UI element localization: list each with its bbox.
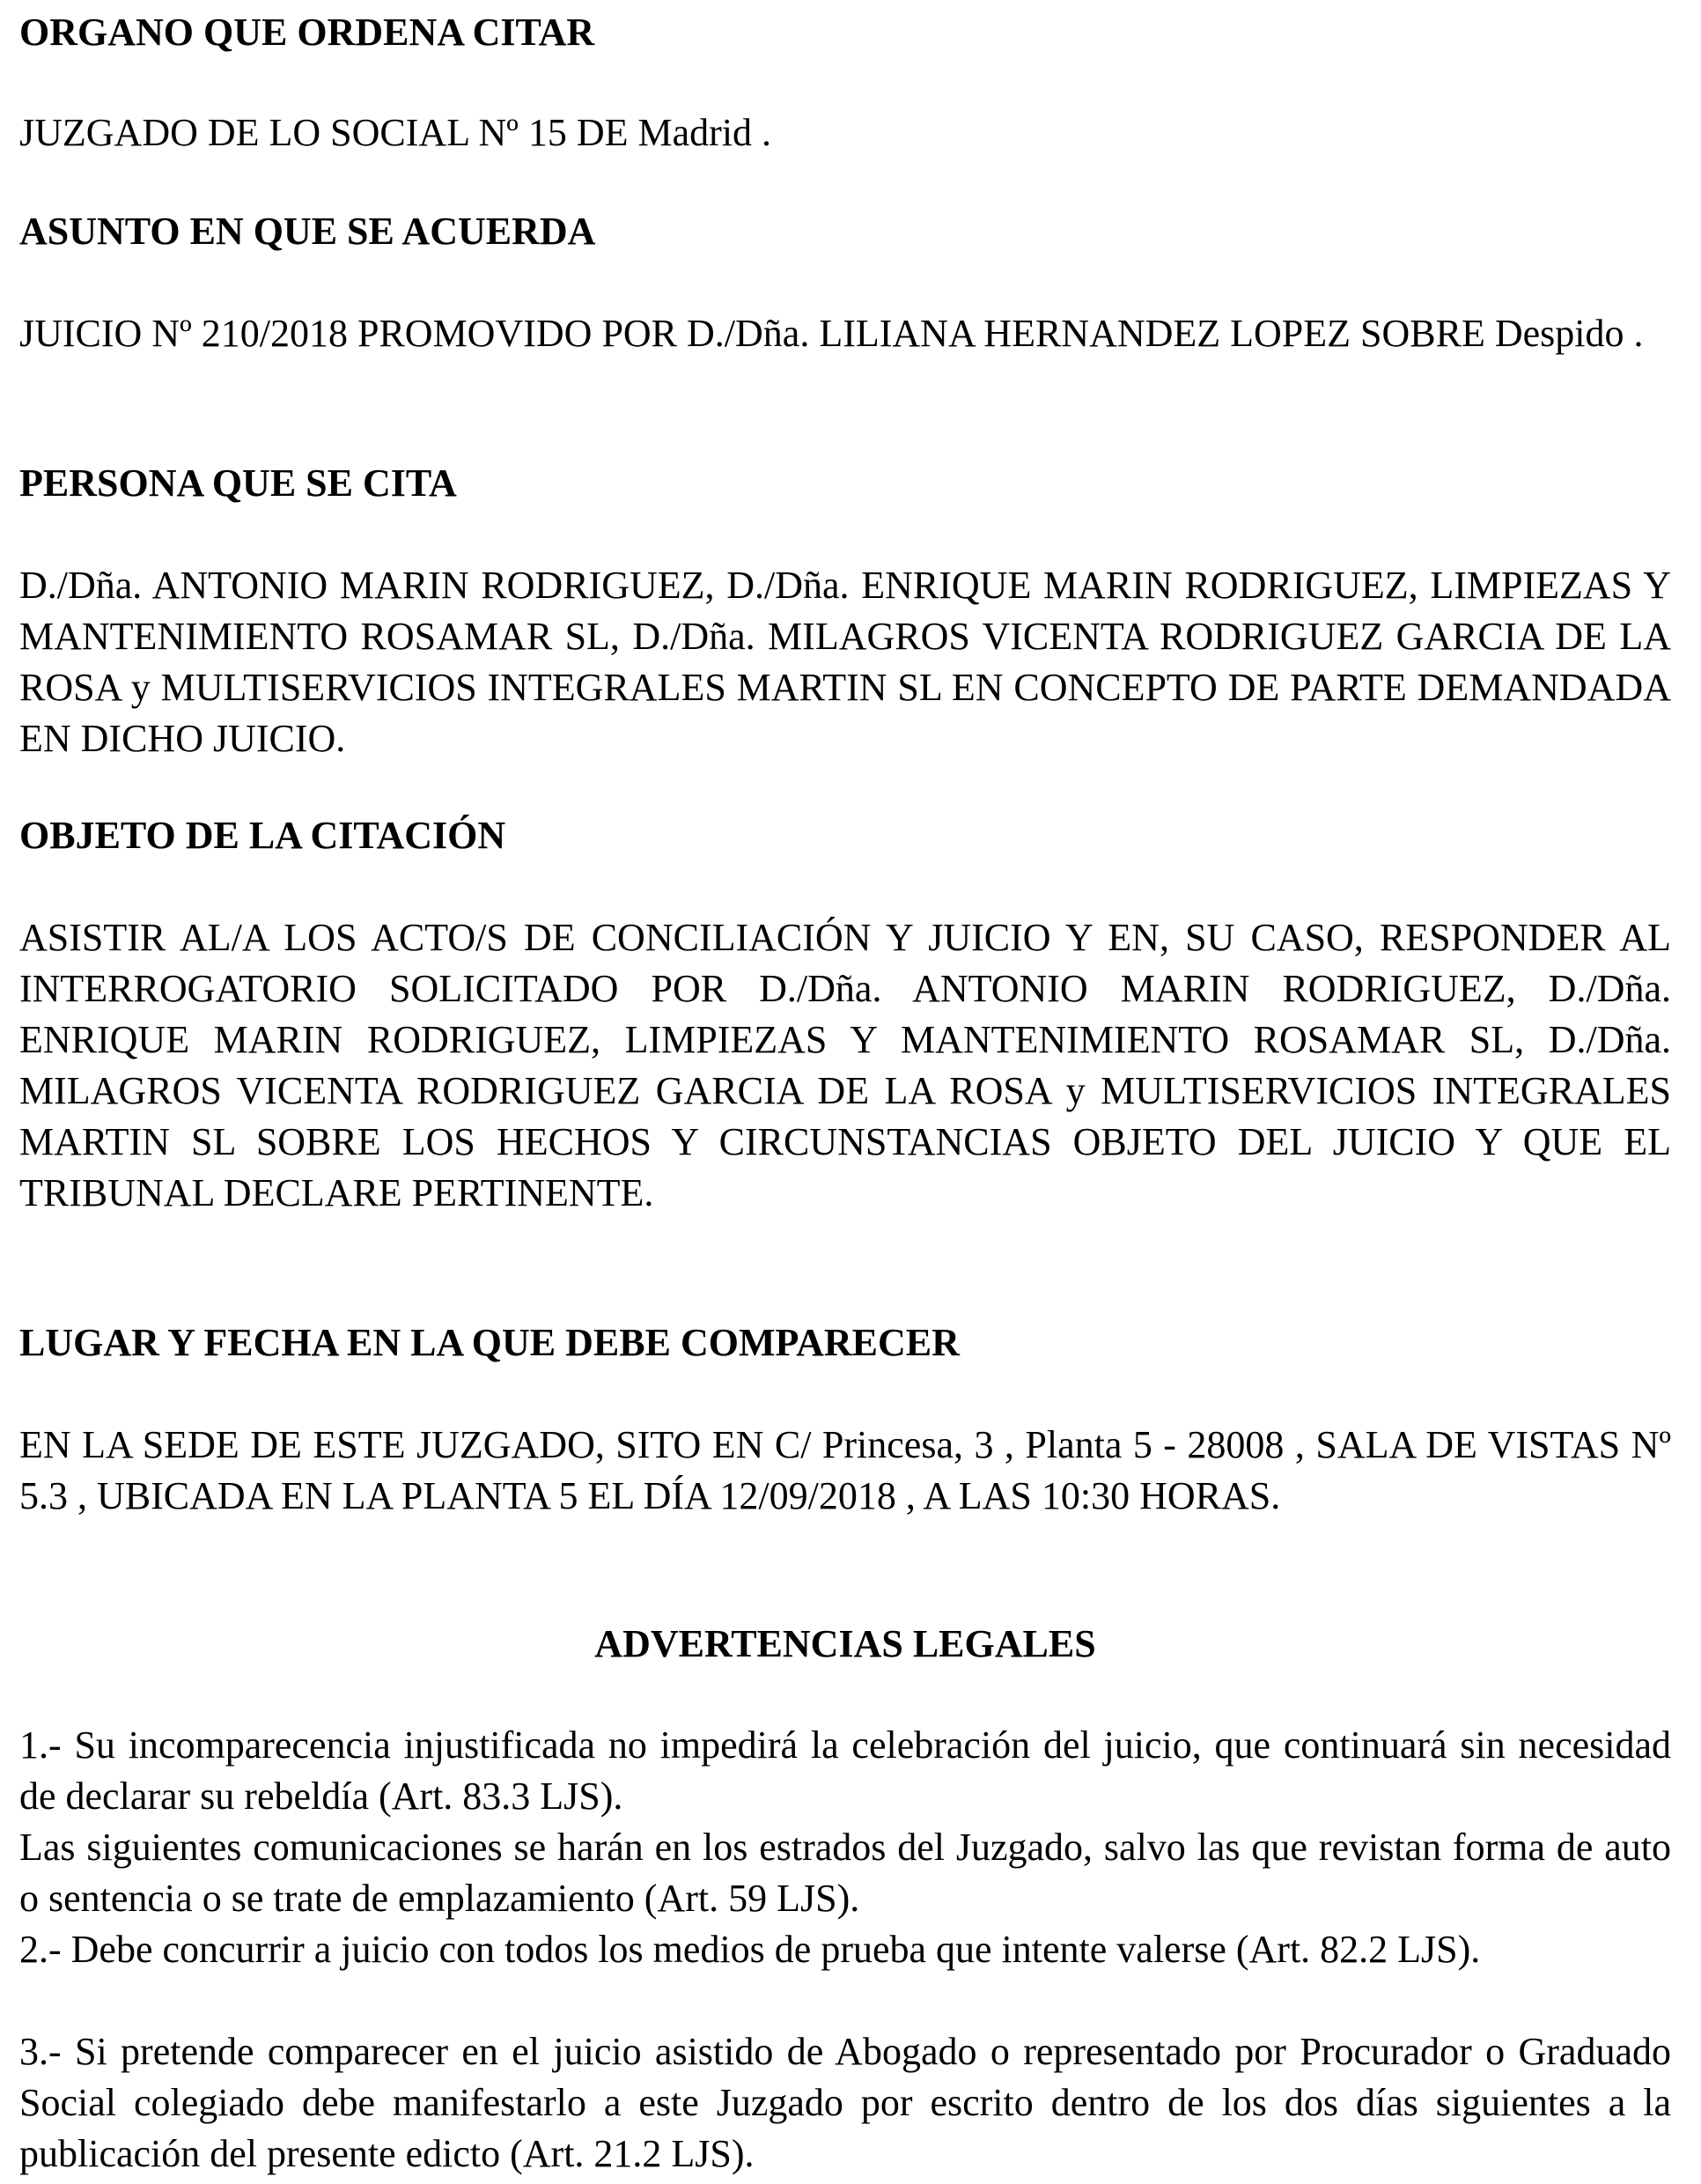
text-lugar: EN LA SEDE DE ESTE JUZGADO, SITO EN C/ Princesa, 3 , Planta 5 - 28008 , SALA DE VISTAS Nº 5.3 , UBICADA EN LA PLANTA 5 EL DÍA 12/09/2018 , A LAS 10:30 HORAS.	[19, 1423, 1671, 1517]
text-persona: D./Dña. ANTONIO MARIN RODRIGUEZ, D./Dña. ENRIQUE MARIN RODRIGUEZ, LIMPIEZAS Y MANTENIMIENTO ROSAMAR SL, D./Dña. MILAGROS VICENTA RODRIGUEZ GARCIA DE LA ROSA y MULTISERVICIOS INTEGRALES MARTIN SL EN CONCEPTO DE PARTE DEMANDADA EN DICHO JUICIO.	[19, 564, 1671, 760]
advertencia-item-3: 2.- Debe concurrir a juicio con todos los medios de prueba que intente valerse (Art. 82.2 LJS).	[19, 1928, 1481, 1971]
heading-advertencias: ADVERTENCIAS LEGALES	[594, 1622, 1096, 1665]
heading-organo: ORGANO QUE ORDENA CITAR	[19, 11, 595, 54]
heading-lugar: LUGAR Y FECHA EN LA QUE DEBE COMPARECER	[19, 1321, 960, 1364]
text-asunto: JUICIO Nº 210/2018 PROMOVIDO POR D./Dña. LILIANA HERNANDEZ LOPEZ SOBRE Despido .	[19, 312, 1644, 355]
heading-persona: PERSONA QUE SE CITA	[19, 461, 457, 505]
text-objeto: ASISTIR AL/A LOS ACTO/S DE CONCILIACIÓN Y JUICIO Y EN, SU CASO, RESPONDER AL INTERROGATORIO SOLICITADO POR D./Dña. ANTONIO MARIN RODRIGUEZ, D./Dña. ENRIQUE MARIN RODRIGUEZ, LIMPIEZAS Y MANTENIMIENTO ROSAMAR SL, D./Dña. MILAGROS VICENTA RODRIGUEZ GARCIA DE LA ROSA y MULTISERVICIOS INTEGRALES MARTIN SL SOBRE LOS HECHOS Y CIRCUNSTANCIAS OBJETO DEL JUICIO Y QUE EL TRIBUNAL DECLARE PERTINENTE.	[19, 916, 1671, 1214]
advertencia-item-1: 1.- Su incomparecencia injustificada no impedirá la celebración del juicio, que continuará sin necesidad de declarar su rebeldía (Art. 83.3 LJS).	[19, 1723, 1671, 1818]
heading-objeto: OBJETO DE LA CITACIÓN	[19, 814, 506, 857]
advertencia-item-2: Las siguientes comunicaciones se harán en los estrados del Juzgado, salvo las que revistan forma de auto o sentencia o se trate de emplazamiento (Art. 59 LJS).	[19, 1826, 1671, 1920]
text-organo: JUZGADO DE LO SOCIAL Nº 15 DE Madrid .	[19, 111, 772, 154]
heading-asunto: ASUNTO EN QUE SE ACUERDA	[19, 210, 596, 253]
advertencia-item-4: 3.- Si pretende comparecer en el juicio asistido de Abogado o representado por Procurador o Graduado Social colegiado debe manifestarlo a este Juzgado por escrito dentro de los dos días siguientes a la publicación del presente edicto (Art. 21.2 LJS).	[19, 2030, 1671, 2175]
